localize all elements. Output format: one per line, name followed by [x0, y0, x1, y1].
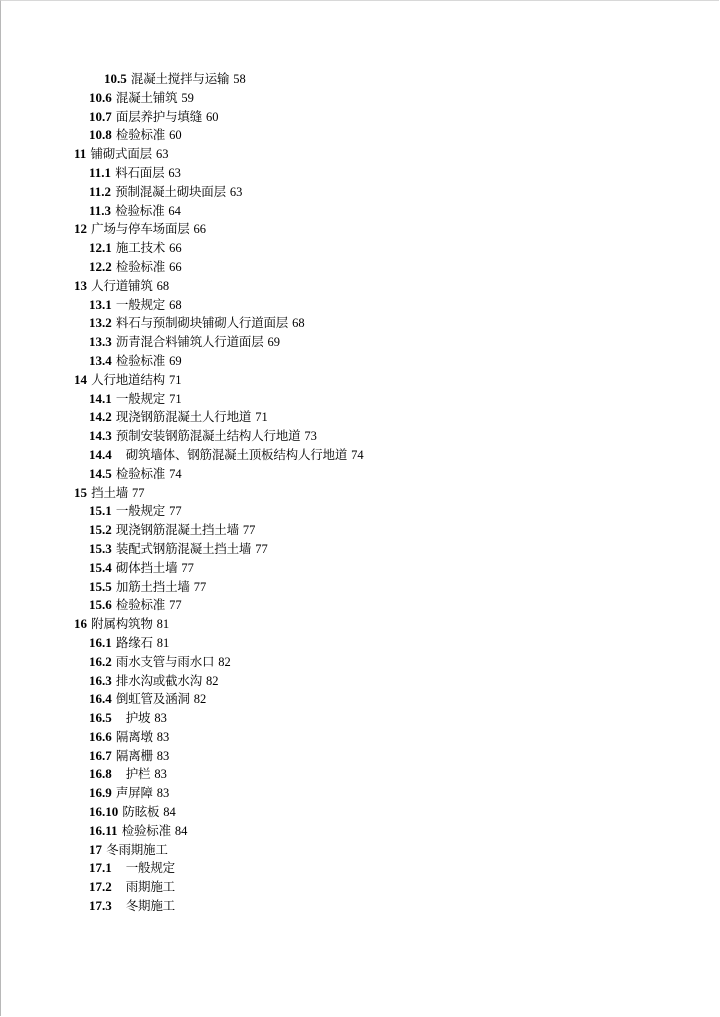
toc-entry-number: 10.6	[89, 89, 112, 105]
toc-entry-number: 14.1	[89, 390, 112, 406]
toc-entry-page-number: 77	[132, 485, 145, 500]
toc-entry-number: 11	[74, 146, 87, 162]
toc-entry-title: 沥青混合料铺筑人行道面层	[115, 334, 264, 350]
toc-entry-number: 14.3	[89, 428, 112, 444]
toc-section-entry[interactable]	[0, 202, 720, 221]
toc-section-entry[interactable]	[0, 126, 720, 145]
toc-entry-title: 装配式钢筋混凝土挡土墙	[115, 540, 252, 556]
toc-entry-number: 17.3	[89, 898, 112, 914]
toc-section-entry[interactable]	[0, 803, 720, 822]
toc-section-entry[interactable]	[0, 164, 720, 183]
toc-section-entry[interactable]	[0, 352, 720, 371]
toc-entry-page-number: 84	[163, 805, 176, 820]
toc-entry-page-number: 83	[156, 729, 170, 744]
toc-entry-page-number: 83	[156, 748, 170, 763]
toc-section-entry[interactable]	[0, 108, 720, 127]
toc-entry-number: 10.5	[104, 71, 127, 86]
toc-entry-number: 15	[74, 484, 87, 500]
toc-entry-page-number: 71	[168, 372, 182, 387]
toc-entry-page-number: 73	[304, 429, 317, 444]
toc-entry-number: 12.1	[89, 240, 112, 256]
toc-entry-title: 料石与预制砌块铺砌人行道面层	[115, 315, 289, 331]
toc-entry-number: 16.6	[89, 728, 112, 744]
toc-entry-page-number: 63	[229, 184, 243, 199]
toc-section-entry[interactable]	[0, 540, 720, 559]
toc-section-entry[interactable]	[0, 446, 720, 465]
toc-entry-number: 14.5	[89, 465, 112, 481]
toc-section-entry[interactable]	[0, 747, 720, 766]
toc-section-entry[interactable]	[0, 465, 720, 484]
toc-entry-title: 护坡	[125, 710, 151, 726]
toc-entry-number: 16.9	[89, 785, 112, 801]
toc-entry-number: 16.2	[89, 653, 112, 669]
toc-entry-page-number: 74	[169, 466, 182, 481]
toc-section-entry[interactable]	[0, 390, 720, 409]
toc-entry-number: 16.5	[89, 710, 112, 726]
toc-entry-title: 检验标准	[115, 258, 166, 274]
toc-entry-page-number: 77	[255, 541, 268, 556]
toc-entry-number: 15.1	[89, 503, 112, 519]
toc-entry-page-number: 66	[169, 241, 182, 256]
toc-entry-page-number: 60	[169, 128, 182, 143]
toc-entry-page-number: 63	[168, 165, 181, 180]
toc-section-entry[interactable]	[0, 559, 720, 578]
toc-section-entry[interactable]	[0, 70, 720, 89]
toc-entry-number: 13.1	[89, 296, 112, 312]
toc-entry-page-number: 63	[155, 147, 169, 162]
toc-entry-number: 13.3	[89, 334, 112, 350]
toc-entry-title: 人行道铺筑	[91, 277, 153, 293]
toc-entry-page-number: 64	[168, 203, 181, 218]
toc-entry-title: 附属构筑物	[91, 616, 153, 632]
toc-entry-title: 现浇钢筋混凝土人行地道	[115, 409, 252, 425]
toc-entry-title: 雨期施工	[125, 879, 175, 895]
toc-entry-title: 护栏	[125, 766, 151, 782]
toc-entry-title: 混凝土铺筑	[115, 89, 178, 105]
toc-section-entry[interactable]	[0, 258, 720, 277]
toc-entry-title: 声屏障	[115, 785, 153, 801]
toc-entry-title: 一般规定	[115, 503, 166, 519]
toc-entry-page-number: 74	[351, 447, 364, 462]
toc-entry-page-number: 66	[193, 222, 207, 237]
toc-entry-number: 15.6	[89, 597, 112, 613]
toc-entry-number: 15.5	[89, 578, 112, 594]
toc-entry-title: 冬期施工	[125, 898, 175, 914]
toc-entry-number: 14	[74, 371, 87, 387]
toc-chapter-entry[interactable]	[0, 615, 720, 634]
toc-entry-title: 砌筑墙体、钢筋混凝土顶板结构人行地道	[125, 446, 348, 462]
toc-entry-page-number: 69	[169, 353, 182, 368]
toc-entry-number: 10.8	[89, 127, 112, 143]
toc-entry-title: 路缘石	[115, 634, 153, 650]
toc-entry-title: 雨水支管与雨水口	[115, 653, 215, 669]
toc-entry-number: 15.2	[89, 522, 112, 538]
toc-entry-title: 检验标准	[115, 202, 165, 218]
toc-entry-number: 17.1	[89, 860, 112, 876]
toc-entry-title: 检验标准	[115, 127, 166, 143]
toc-entry-number: 16.11	[89, 822, 118, 838]
toc-chapter-entry[interactable]	[0, 371, 720, 390]
toc-entry-page-number: 82	[206, 673, 219, 688]
toc-section-entry[interactable]	[0, 314, 720, 333]
toc-entry-number: 13.4	[89, 352, 112, 368]
toc-entry-number: 11.2	[89, 183, 112, 199]
toc-section-entry[interactable]	[0, 709, 720, 728]
toc-entry-number: 11.3	[89, 202, 112, 218]
toc-section-entry[interactable]	[0, 653, 720, 672]
toc-section-entry[interactable]	[0, 578, 720, 597]
toc-entry-title: 检验标准	[115, 597, 166, 613]
toc-section-entry[interactable]	[0, 239, 720, 258]
toc-entry-title: 检验标准	[115, 352, 166, 368]
toc-entry-title: 砌体挡土墙	[115, 559, 178, 575]
toc-section-entry[interactable]	[0, 634, 720, 653]
toc-entry-title: 隔离栅	[115, 747, 153, 763]
toc-entry-page-number: 59	[181, 90, 194, 105]
toc-entry-title: 倒虹管及涵洞	[115, 691, 190, 707]
toc-entry-number: 12	[74, 221, 87, 237]
toc-entry-title: 加筋土挡土墙	[115, 578, 190, 594]
toc-entry-page-number: 82	[218, 654, 231, 669]
toc-section-entry[interactable]	[0, 427, 720, 446]
toc-entry-number: 16.10	[89, 804, 119, 820]
toc-entry-number: 14.2	[89, 409, 112, 425]
toc-section-entry[interactable]	[0, 690, 720, 709]
toc-entry-title: 隔离墩	[115, 728, 153, 744]
toc-entry-page-number: 77	[169, 504, 182, 519]
toc-entry-number: 11.1	[89, 164, 112, 180]
toc-entry-title: 铺砌式面层	[90, 146, 152, 162]
toc-entry-number: 16.1	[89, 634, 112, 650]
toc-entry-title: 料石面层	[115, 164, 165, 180]
toc-section-entry[interactable]	[0, 183, 720, 202]
toc-entry-page-number: 58	[233, 72, 246, 86]
toc-section-entry[interactable]	[0, 822, 720, 841]
toc-entry-number: 16.3	[89, 672, 112, 688]
toc-entry-title: 一般规定	[125, 860, 175, 876]
toc-entry-title: 冬雨期施工	[106, 841, 168, 857]
toc-section-entry[interactable]	[0, 408, 720, 427]
toc-entry-number: 14.4	[89, 446, 112, 462]
toc-entry-page-number: 71	[169, 391, 182, 406]
toc-section-entry[interactable]	[0, 878, 720, 897]
toc-entry-page-number: 83	[154, 711, 167, 726]
toc-section-entry[interactable]	[0, 521, 720, 540]
toc-entry-title: 检验标准	[121, 822, 171, 838]
toc-entry-title: 预制安装钢筋混凝土结构人行地道	[115, 428, 301, 444]
toc-entry-number: 12.2	[89, 258, 112, 274]
toc-entry-number: 15.3	[89, 540, 112, 556]
toc-entry-page-number: 69	[267, 335, 280, 350]
toc-section-entry[interactable]	[0, 502, 720, 521]
toc-entry-number: 15.4	[89, 559, 112, 575]
toc-entry-number: 17.2	[89, 879, 112, 895]
toc-section-entry[interactable]	[0, 897, 720, 916]
toc-section-entry[interactable]	[0, 765, 720, 784]
toc-section-entry[interactable]	[0, 784, 720, 803]
toc-entry-number: 13.2	[89, 315, 112, 331]
toc-entry-number: 16	[74, 616, 87, 632]
toc-entry-title: 现浇钢筋混凝土挡土墙	[115, 522, 239, 538]
toc-section-entry[interactable]	[0, 333, 720, 352]
toc-entry-page-number: 77	[169, 598, 182, 613]
toc-entry-title: 人行地道结构	[91, 371, 165, 387]
toc-entry-page-number: 66	[169, 259, 182, 274]
toc-section-entry[interactable]	[0, 859, 720, 878]
toc-section-entry[interactable]	[0, 296, 720, 315]
toc-entry-title: 施工技术	[115, 240, 166, 256]
toc-entry-number: 16.7	[89, 747, 112, 763]
toc-entry-page-number: 60	[206, 109, 219, 124]
toc-entry-title: 排水沟或截水沟	[115, 672, 202, 688]
toc-entry-title: 检验标准	[115, 465, 166, 481]
table-of-contents	[0, 70, 720, 916]
toc-entry-page-number: 82	[193, 692, 207, 707]
toc-entry-number: 17	[89, 841, 102, 857]
toc-entry-title: 广场与停车场面层	[91, 221, 190, 237]
toc-entry-title: 混凝土搅拌与运输	[130, 71, 230, 86]
toc-entry-page-number: 81	[156, 617, 170, 632]
toc-entry-page-number: 83	[154, 767, 167, 782]
toc-chapter-entry[interactable]	[0, 841, 720, 860]
toc-entry-title: 一般规定	[115, 296, 166, 312]
toc-entry-number: 16.4	[89, 691, 112, 707]
toc-chapter-entry[interactable]	[0, 220, 720, 239]
toc-entry-number: 16.8	[89, 766, 112, 782]
toc-entry-page-number: 77	[242, 523, 256, 538]
toc-entry-page-number: 71	[255, 410, 268, 425]
toc-entry-title: 一般规定	[115, 390, 166, 406]
toc-chapter-entry[interactable]	[0, 277, 720, 296]
toc-chapter-entry[interactable]	[0, 484, 720, 503]
toc-chapter-entry[interactable]	[0, 145, 720, 164]
toc-section-entry[interactable]	[0, 728, 720, 747]
toc-entry-title: 防眩板	[122, 804, 160, 820]
toc-entry-page-number: 68	[156, 278, 170, 293]
toc-entry-page-number: 77	[193, 579, 207, 594]
toc-section-entry[interactable]	[0, 89, 720, 108]
toc-entry-number: 10.7	[89, 108, 112, 124]
toc-entry-page-number: 68	[292, 316, 305, 331]
toc-entry-title: 挡土墙	[91, 484, 129, 500]
toc-entry-number: 13	[74, 277, 87, 293]
toc-entry-page-number: 68	[169, 297, 182, 312]
toc-entry-title: 预制混凝土砌块面层	[115, 183, 226, 199]
toc-section-entry[interactable]	[0, 672, 720, 691]
toc-entry-page-number: 84	[174, 823, 188, 838]
toc-entry-page-number: 81	[156, 635, 170, 650]
toc-entry-title: 面层养护与填缝	[115, 108, 202, 124]
toc-entry-page-number: 77	[181, 560, 194, 575]
toc-section-entry[interactable]	[0, 596, 720, 615]
toc-entry-page-number: 83	[156, 786, 170, 801]
